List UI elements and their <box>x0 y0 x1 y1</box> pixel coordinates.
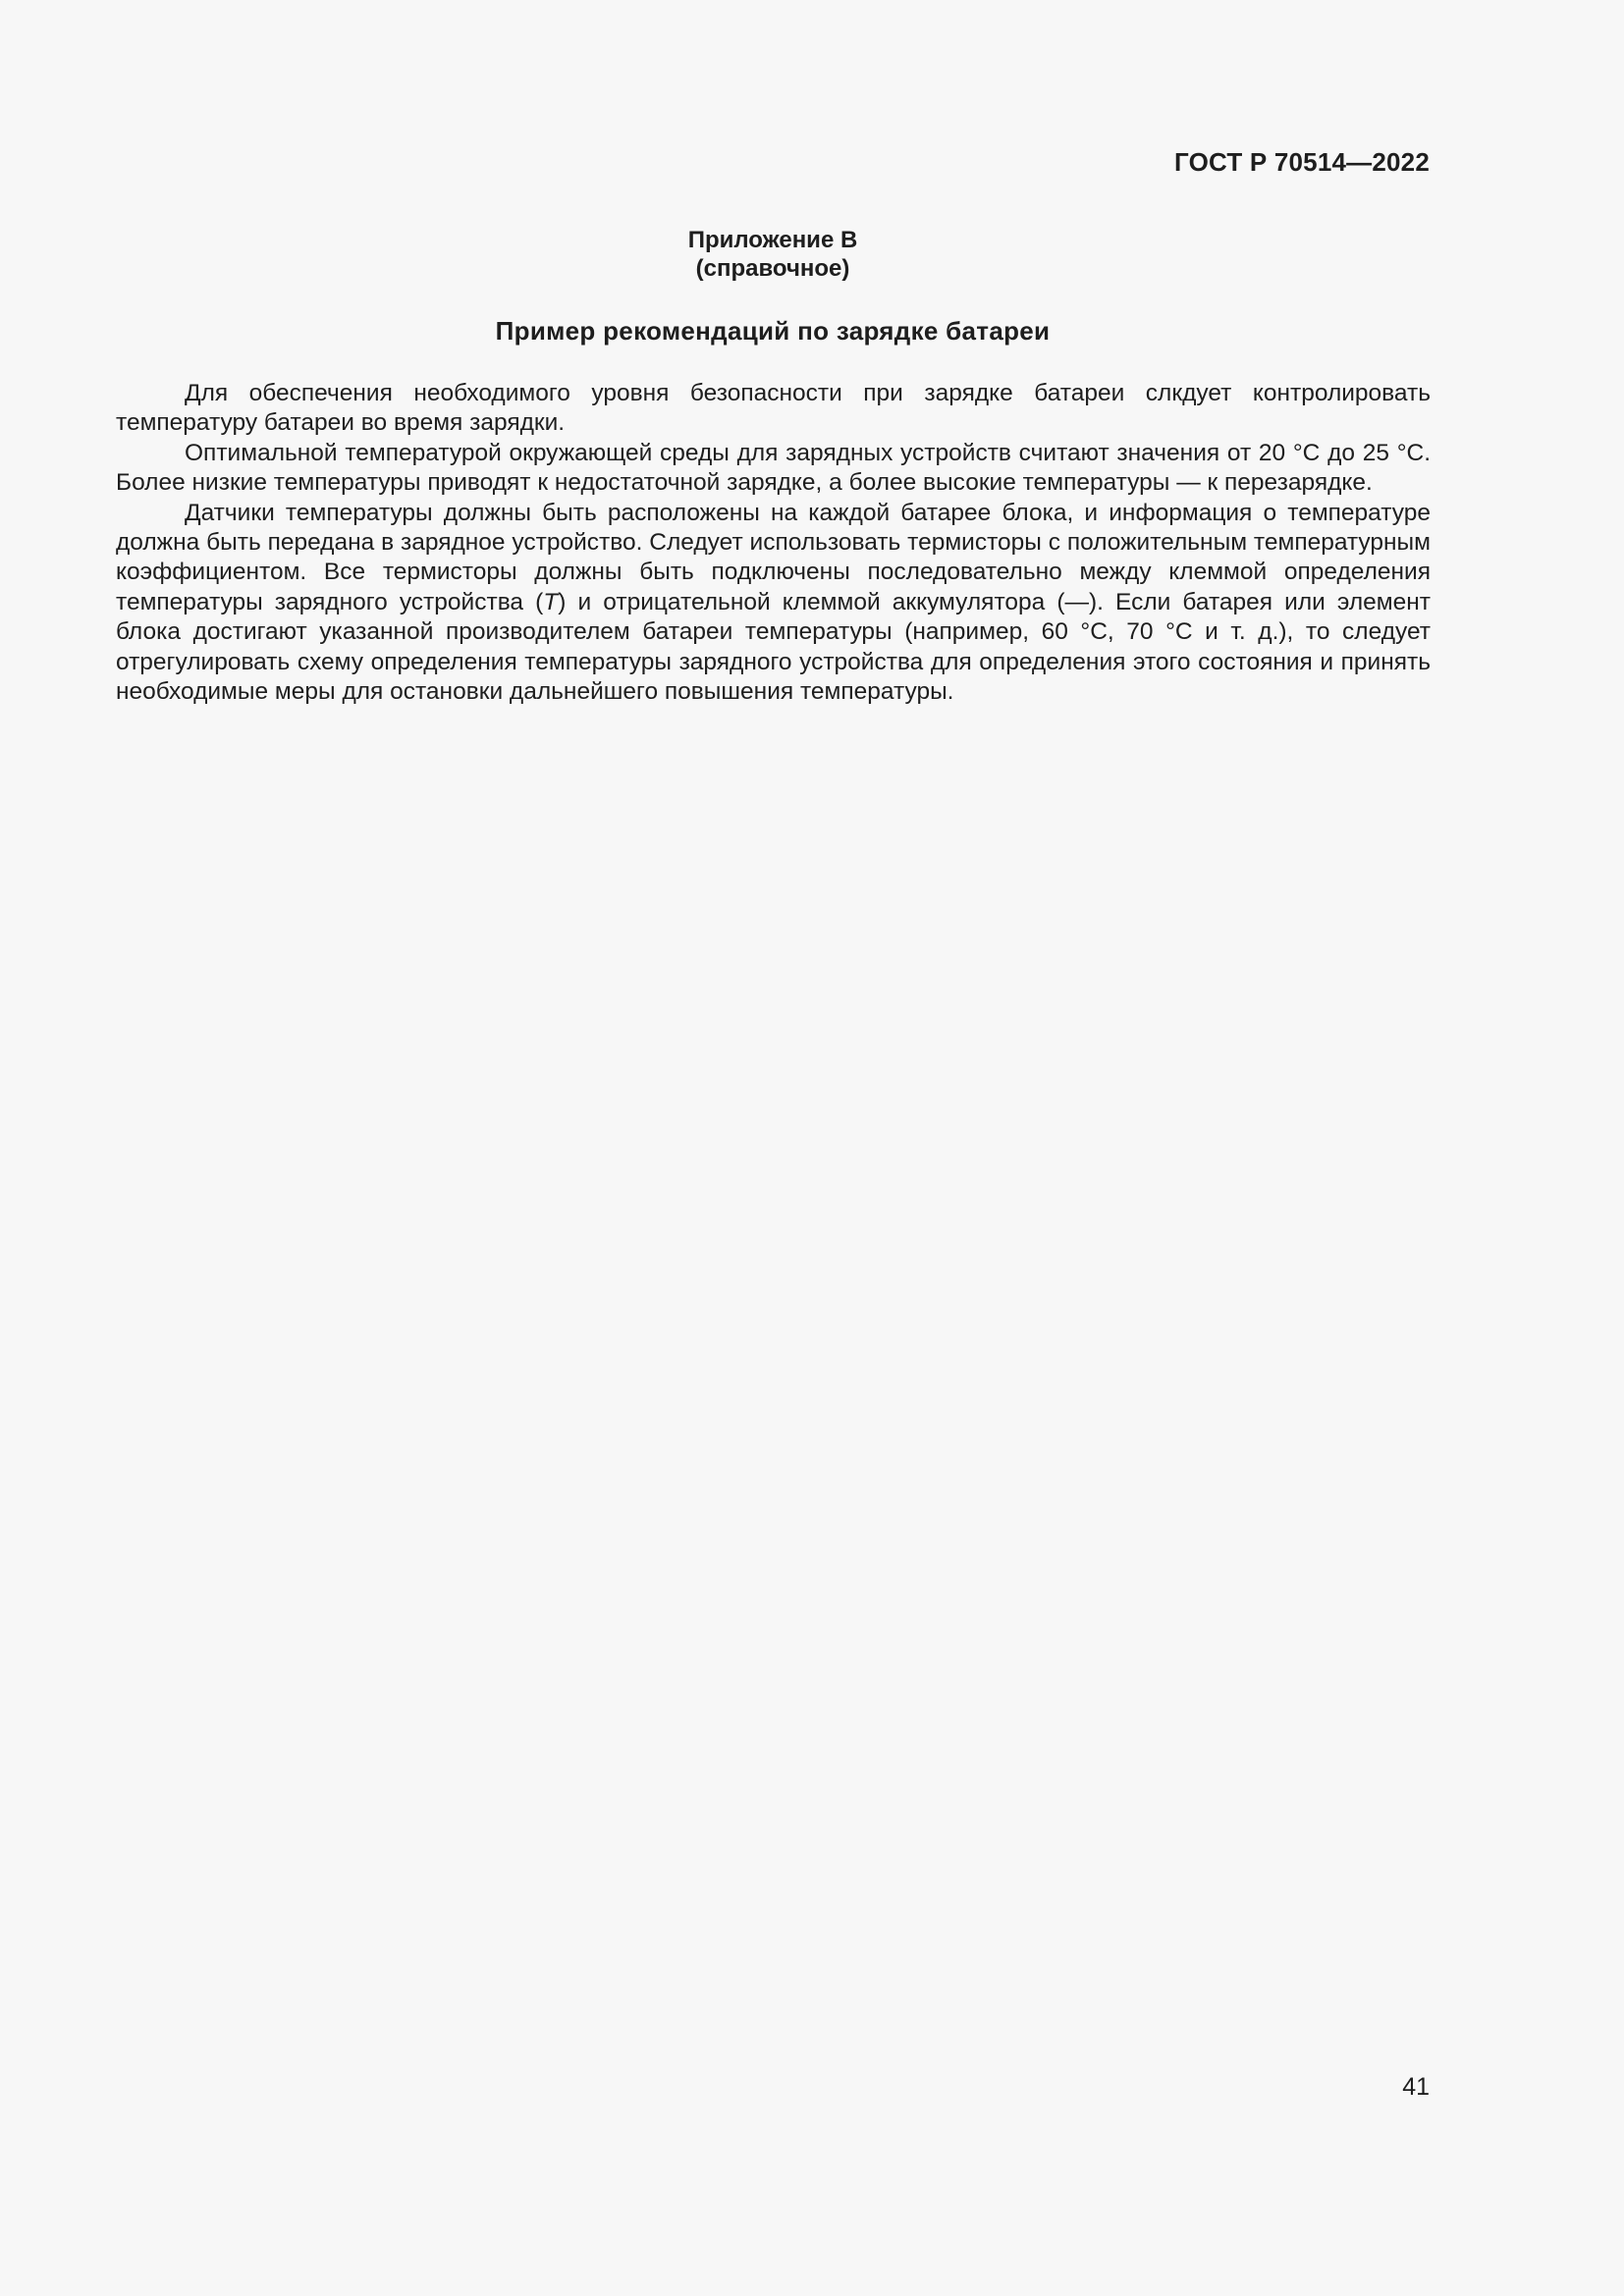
appendix-title: Пример рекомендаций по зарядке батареи <box>495 316 1051 346</box>
paragraph-3-part-2: ) и отрицательной клеммой аккумулятора (—). Если батарея или элемент блока достигают указанной производителем батареи температуры (например, 60 °С, 70 °С и т. д.), то следует отрегулировать схему определения температуры зарядного устройства для определения этого состояния и принять необходимые меры для остановки дальнейшего повышения температуры. <box>116 588 1431 706</box>
page-number: 41 <box>1402 2073 1430 2101</box>
terminal-symbol: T <box>543 588 559 615</box>
paragraph-3 <box>116 499 1431 708</box>
appendix-heading <box>116 226 1430 283</box>
paragraph-3-part-1: Датчики температуры должны быть расположены на каждой батарее блока, и информация о температуре должна быть передана в зарядное устройство. Следует использовать термисторы с положительным температурным коэффициентом. Все термисторы должны быть подключены последовательно между клеммой определения температуры зарядного устройства ( <box>116 499 1431 615</box>
paragraph-2: Оптимальной температурой окружающей среды для зарядных устройств считают значения от 20 °С до 25 °С. Более низкие температуры приводят к недостаточной зарядке, а более высокие температуры — к перезарядке. <box>116 439 1431 497</box>
body-text <box>116 379 1431 707</box>
document-code: ГОСТ Р 70514—2022 <box>1174 147 1430 177</box>
appendix-label: Приложение В <box>687 227 858 253</box>
appendix-type: (справочное) <box>695 255 850 282</box>
paragraph-1: Для обеспечения необходимого уровня безопасности при зарядке батареи слкдует контролировать температуру батареи во время зарядки. <box>116 380 1431 437</box>
